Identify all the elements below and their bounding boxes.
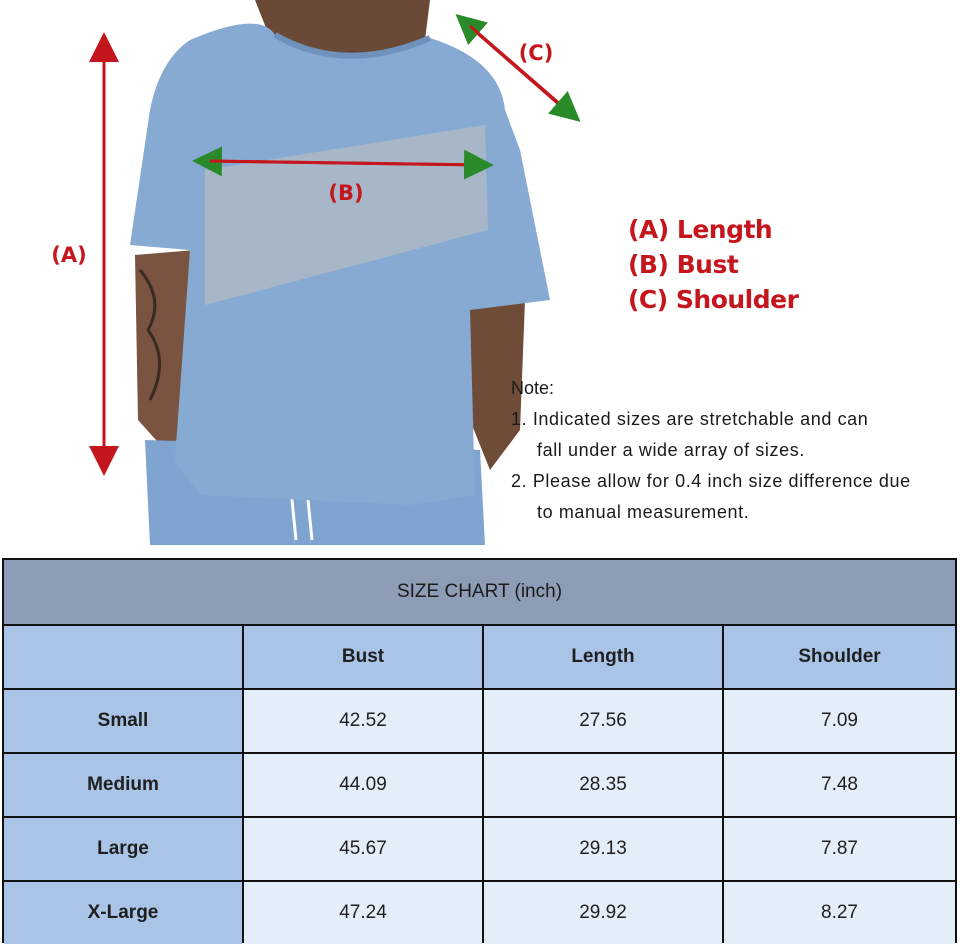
- shoulder-arrow-tail: [470, 26, 576, 118]
- label-c: (C): [518, 41, 554, 65]
- legend-shoulder: (C) Shoulder: [628, 285, 799, 314]
- size-chart-table: [2, 558, 957, 943]
- label-a: (A): [51, 243, 87, 267]
- column-header-bust: Bust: [244, 626, 482, 688]
- table-cell: 45.67: [244, 818, 482, 880]
- table-cell: 42.52: [244, 690, 482, 752]
- table-cell: 28.35: [484, 754, 722, 816]
- table-cell: 44.09: [244, 754, 482, 816]
- note-title: Note:: [511, 378, 555, 398]
- table-cell: 27.56: [484, 690, 722, 752]
- row-label-small: Small: [4, 690, 242, 752]
- note-line: 1. Indicated sizes are stretchable and can: [511, 409, 869, 429]
- table-cell: 7.09: [724, 690, 955, 752]
- row-label-medium: Medium: [4, 754, 242, 816]
- label-b: (B): [328, 181, 364, 205]
- column-header-shoulder: Shoulder: [724, 626, 955, 688]
- size-chart-title: SIZE CHART (inch): [4, 560, 955, 624]
- table-cell: 7.87: [724, 818, 955, 880]
- row-label-large: Large: [4, 818, 242, 880]
- table-cell: 29.92: [484, 882, 722, 944]
- shoulder-arrow-group: [450, 10, 590, 130]
- legend-bust: (B) Bust: [628, 250, 739, 279]
- note-block: [511, 373, 951, 528]
- note-line: to manual measurement.: [537, 502, 750, 522]
- table-cell: 8.27: [724, 882, 955, 944]
- column-header-length: Length: [484, 626, 722, 688]
- size-chart-grid: [4, 626, 955, 944]
- header-corner-cell: [4, 626, 242, 688]
- note-line: fall under a wide array of sizes.: [537, 440, 805, 460]
- table-cell: 29.13: [484, 818, 722, 880]
- table-cell: 7.48: [724, 754, 955, 816]
- note-line: 2. Please allow for 0.4 inch size difference due: [511, 471, 911, 491]
- row-label-x-large: X-Large: [4, 882, 242, 944]
- measurement-legend: [628, 212, 798, 317]
- legend-length: (A) Length: [628, 215, 773, 244]
- table-cell: 47.24: [244, 882, 482, 944]
